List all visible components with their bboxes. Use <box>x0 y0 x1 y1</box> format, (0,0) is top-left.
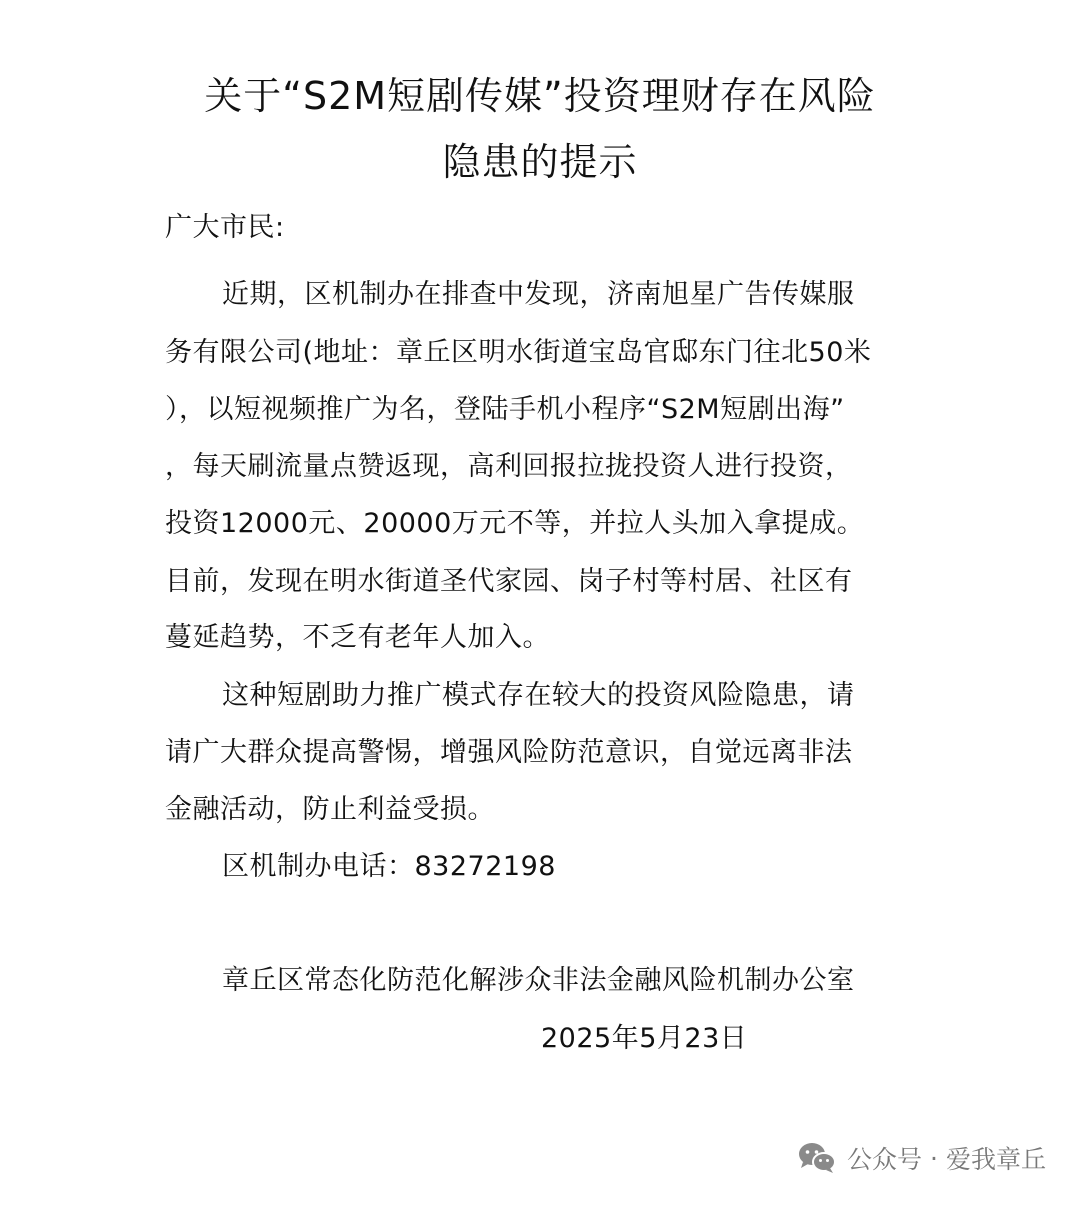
paragraph-2-line: 这种短剧助力推广模式存在较大的投资风险隐患，请 <box>222 680 855 711</box>
issuing-organization: 章丘区常态化防范化解涉众非法金融风险机制办公室 <box>222 965 855 996</box>
issue-date: 2025年5月23日 <box>541 1023 748 1054</box>
paragraph-1-line: ，每天刷流量点赞返现，高利回报拉拢投资人进行投资， <box>165 451 853 482</box>
paragraph-2-line: 金融活动，防止利益受损。 <box>165 794 495 825</box>
title-line-1: 关于“S2M短剧传媒”投资理财存在风险 <box>204 74 876 118</box>
paragraph-2-line: 请广大群众提高警惕，增强风险防范意识，自觉远离非法 <box>165 737 853 768</box>
salutation: 广大市民: <box>165 212 285 243</box>
paragraph-1-line: 务有限公司(地址：章丘区明水街道宝岛官邸东门往北50米 <box>165 337 872 368</box>
footer-label: 公众号 <box>847 1145 923 1174</box>
paragraph-1-line: 投资12000元、20000万元不等，并拉人头加入拿提成。 <box>165 508 865 539</box>
watermark-footer <box>797 1140 1046 1176</box>
footer-account-name: 爱我章丘 <box>945 1145 1046 1174</box>
title-line-2: 隐患的提示 <box>442 140 638 184</box>
paragraph-1-line: 近期，区机制办在排查中发现，济南旭星广告传媒服 <box>222 279 855 310</box>
phone-line: 区机制办电话：83272198 <box>222 851 556 882</box>
paragraph-1-line: 目前，发现在明水街道圣代家园、岗子村等村居、社区有 <box>165 566 853 597</box>
wechat-icon <box>797 1141 837 1175</box>
paragraph-1-line: ），以短视频推广为名，登陆手机小程序“S2M短剧出海” <box>165 394 845 425</box>
footer-separator: · <box>930 1143 938 1173</box>
paragraph-1-line: 蔓延趋势，不乏有老年人加入。 <box>165 622 550 653</box>
